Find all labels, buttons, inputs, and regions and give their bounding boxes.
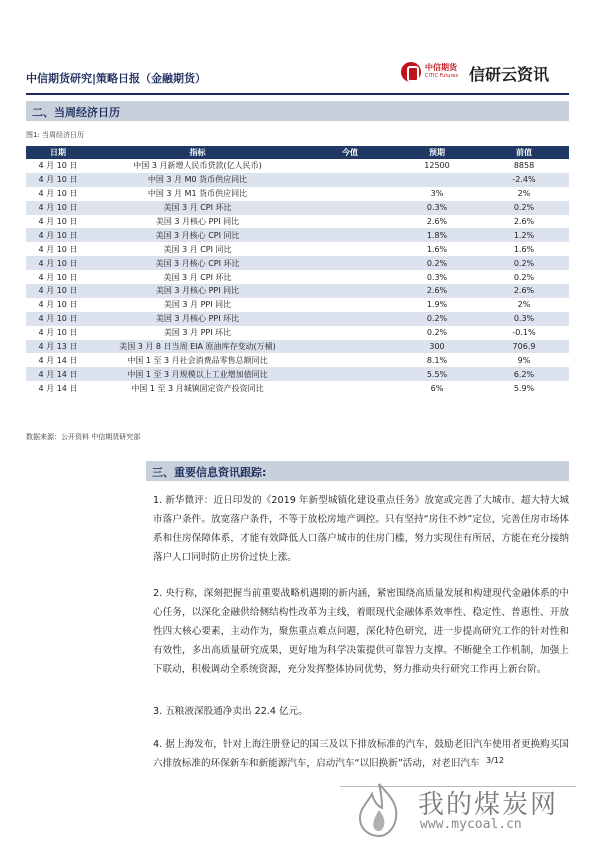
table-row: [26, 284, 569, 298]
table-cell: 4 月 10 日: [26, 228, 90, 242]
economic-calendar-table: [26, 146, 569, 395]
table-row: [26, 228, 569, 242]
table-cell: [305, 187, 395, 201]
table-cell: 4 月 10 日: [38, 272, 78, 282]
table-cell: 中国 1 至 3 月规模以上工业增加值同比: [90, 367, 305, 381]
table-cell: 0.2%: [395, 312, 479, 326]
table-cell: 美国 3 月核心 PPI 环比: [90, 312, 305, 326]
table-cell: 12500: [424, 161, 450, 171]
column-header: 预期: [395, 146, 479, 159]
table-row: [26, 256, 569, 270]
table-cell: 4 月 10 日: [26, 284, 90, 298]
table-cell: 1.6%: [513, 244, 535, 254]
column-header: 日期: [26, 146, 90, 159]
table-cell: 3%: [430, 189, 444, 199]
table-row: [26, 201, 569, 215]
table-cell: 0.2%: [395, 256, 479, 270]
table-cell: [395, 173, 479, 187]
table-cell: 2.6%: [426, 217, 448, 226]
table-cell: [305, 159, 395, 173]
table-cell: 1.2%: [479, 228, 569, 242]
news-paragraph: 4. 据上海发布，针对上海注册登记的国三及以下排放标准的汽车，鼓励老旧汽车使用者更换购买国六排放标准的环保新车和新能源汽车，启动汽车“以旧换新”活动，对老旧汽车: [153, 739, 569, 769]
table-cell: 1.9%: [426, 300, 448, 310]
table-cell: 0.3%: [479, 312, 569, 326]
table-cell: 0.3%: [395, 201, 479, 215]
table-cell: [305, 326, 395, 340]
table-cell: 美国 3 月核心 PPI 同比: [90, 284, 305, 298]
news-paragraph: 3. 五粮液深股通净卖出 22.4 亿元。: [153, 706, 308, 717]
table-cell: 4 月 10 日: [38, 189, 78, 199]
table-cell: 706.9: [479, 340, 569, 354]
table-cell: 中国 3 月新增人民币贷款(亿人民币): [133, 161, 262, 171]
table-cell: 美国 3 月核心 CPI 环比: [90, 256, 305, 270]
data-source-note: 数据来源：公开资料 中信期货研究部: [26, 433, 141, 441]
citic-futures-logo: [401, 60, 461, 84]
table-cell: 4 月 14 日: [38, 383, 78, 393]
table-cell: [305, 353, 395, 367]
table-cell: 美国 3 月核心 CPI 同比: [90, 228, 305, 242]
table-cell: 1.6%: [426, 244, 448, 254]
table-cell: 2.6%: [395, 284, 479, 298]
column-header: 指标: [90, 146, 305, 159]
table-cell: 4 月 10 日: [26, 256, 90, 270]
table-cell: 2%: [517, 300, 531, 310]
table-cell: 300: [395, 340, 479, 354]
table-cell: [305, 298, 395, 312]
table-cell: [305, 201, 395, 215]
page-number: 3/12: [486, 756, 504, 765]
header-divider: [26, 93, 569, 95]
table-row: [26, 173, 569, 187]
table-cell: 2%: [517, 189, 531, 199]
table-cell: 2.6%: [479, 284, 569, 298]
header-brand: 信研云资讯: [469, 65, 550, 84]
news-section-header: [146, 461, 569, 481]
watermark-text: 我的煤炭网: [418, 790, 559, 820]
table-cell: 0.2%: [513, 272, 535, 282]
figure-caption: 图1: 当周经济日历: [26, 131, 85, 139]
table-cell: 6%: [430, 383, 444, 393]
table-cell: 美国 3 月 8 日当周 EIA 原油库存变动(万桶): [90, 340, 305, 354]
table-cell: [305, 340, 395, 354]
citic-logo-icon: [401, 62, 421, 82]
table-cell: 8858: [513, 161, 535, 171]
table-row: [26, 381, 569, 395]
table-row: [26, 242, 569, 256]
table-cell: 4 月 10 日: [38, 217, 78, 226]
header-title: 中信期货研究|策略日报（金融期货）: [26, 72, 207, 85]
table-row: [26, 367, 569, 381]
table-row: [26, 270, 569, 284]
table-cell: 中国 3 月 M1 货币供应同比: [147, 189, 248, 199]
table-cell: [305, 312, 395, 326]
logo-en-text: CITIC Futures: [425, 73, 459, 79]
table-cell: 美国 3 月 PPI 环比: [163, 328, 232, 338]
table-cell: 0.3%: [426, 272, 448, 282]
table-cell: 美国 3 月 CPI 环比: [163, 272, 232, 282]
table-cell: 4 月 10 日: [38, 244, 78, 254]
section-economic-calendar: [26, 101, 569, 121]
table-cell: 8.1%: [426, 355, 448, 365]
table-cell: 4 月 10 日: [26, 312, 90, 326]
table-cell: [305, 215, 395, 229]
column-header: 前值: [479, 146, 569, 159]
logo-cn-text: 中信期货: [425, 63, 457, 72]
table-cell: [305, 367, 395, 381]
news-paragraph: 2. 央行称，深刻把握当前重要战略机遇期的新内涵，紧密围绕高质量发展和构建现代金融体系的中心任务，以深化金融供给侧结构性改革为主线，着眼现代金融体系效率性、稳定性、普惠性、开放性四大核心要素，主动作为，聚焦重点难点问题，深化特色研究，进一步提高研究工作的针对性和有效性，多出高质量研究成果，更好地为科学决策提供可靠智力支撑。不断健全工作机制，加强上下联动，积极调动全系统资源，充分发挥整体协同优势，努力推动央行研究工作再上新台阶。: [153, 588, 569, 675]
table-cell: 2.6%: [513, 217, 535, 226]
table-row: [26, 312, 569, 326]
table-row: [26, 326, 569, 340]
table-cell: 5.9%: [513, 383, 535, 393]
table-row: [26, 187, 569, 201]
table-cell: 美国 3 月 PPI 同比: [163, 300, 232, 310]
table-cell: 美国 3 月 CPI 环比: [90, 201, 305, 215]
table-cell: 9%: [517, 355, 531, 365]
table-header-row: [26, 146, 569, 159]
table-cell: 4 月 10 日: [38, 161, 78, 171]
table-cell: 0.2%: [426, 328, 448, 338]
table-cell: 美国 3 月 CPI 同比: [163, 244, 232, 254]
table-cell: [305, 242, 395, 256]
table-cell: 中国 1 至 3 月城镇固定资产投资同比: [131, 383, 264, 393]
section-title: 三、重要信息资讯跟踪:: [152, 466, 267, 479]
table-cell: 1.8%: [395, 228, 479, 242]
column-header: 今值: [305, 146, 395, 159]
table-cell: 4 月 10 日: [38, 300, 78, 310]
table-cell: 4 月 14 日: [38, 355, 78, 365]
table-cell: 4 月 14 日: [26, 367, 90, 381]
table-row: [26, 215, 569, 229]
table-cell: -2.4%: [479, 173, 569, 187]
table-cell: 4 月 10 日: [26, 201, 90, 215]
news-paragraph: 1. 新华微评：近日印发的《2019 年新型城镇化建设重点任务》放宽或完善了大城市、超大特大城市落户条件。放宽落户条件，不等于放松房地产调控。只有坚持“房住不炒”定位，完善住房市场体系和住房保障体系，才能有效降低人口落户城市的住房门槛，努力实现住有所居，方能在充分接纳落户人口同时防止房价过快上涨。: [153, 495, 569, 563]
table-cell: 中国 3 月 M0 货币供应同比: [90, 173, 305, 187]
table-row: [26, 159, 569, 173]
table-cell: 美国 3 月核心 PPI 同比: [155, 217, 240, 226]
table-cell: 5.5%: [395, 367, 479, 381]
table-cell: [305, 256, 395, 270]
table-row: [26, 340, 569, 354]
coal-flame-logo-icon: [348, 780, 410, 838]
table-cell: [305, 270, 395, 284]
table-cell: 4 月 10 日: [26, 173, 90, 187]
table-cell: 4 月 10 日: [38, 328, 78, 338]
watermark-url: www.mycoal.cn: [420, 817, 522, 832]
table-cell: 6.2%: [479, 367, 569, 381]
table-row: [26, 353, 569, 367]
table-cell: [305, 173, 395, 187]
table-cell: -0.1%: [512, 328, 536, 338]
section-title: 二、当周经济日历: [32, 106, 120, 119]
table-cell: 0.2%: [479, 201, 569, 215]
page-header: [26, 56, 569, 90]
table-cell: 4 月 13 日: [26, 340, 90, 354]
table-cell: [305, 381, 395, 395]
table-cell: 中国 1 至 3 月社会消费品零售总额同比: [127, 355, 268, 365]
table-cell: [305, 284, 395, 298]
table-cell: 0.2%: [479, 256, 569, 270]
table-cell: [305, 228, 395, 242]
table-row: [26, 298, 569, 312]
